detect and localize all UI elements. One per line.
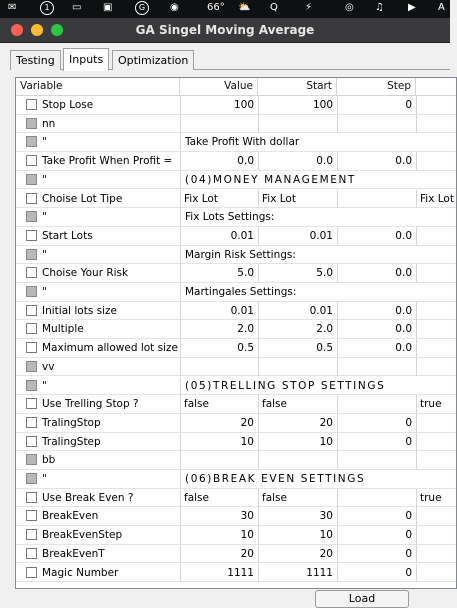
bolt-icon[interactable]: ⚡: [305, 2, 313, 13]
value-cell[interactable]: false: [180, 395, 258, 413]
start-cell[interactable]: 0.01: [258, 302, 337, 320]
table-row[interactable]: [16, 433, 456, 452]
start-cell[interactable]: 100: [258, 96, 337, 114]
column-divider: [180, 115, 181, 133]
step-cell[interactable]: 0: [337, 526, 416, 544]
step-cell[interactable]: 0: [337, 433, 416, 451]
column-header-value[interactable]: Value: [180, 78, 258, 95]
row-checkbox[interactable]: [26, 118, 37, 129]
column-divider: [258, 451, 259, 469]
variable-name: BreakEvenT: [42, 547, 105, 560]
variable-name: Choise Your Risk: [42, 267, 129, 280]
column-header-stop[interactable]: [416, 78, 456, 95]
start-cell[interactable]: 0.5: [258, 339, 337, 357]
tab-inputs[interactable]: Inputs: [63, 48, 109, 71]
table-row[interactable]: [16, 358, 456, 377]
start-cell[interactable]: 30: [258, 507, 337, 525]
row-checkbox[interactable]: [26, 155, 37, 166]
variable-name: ": [42, 211, 47, 224]
play-icon[interactable]: ▶: [408, 2, 416, 13]
column-divider: [180, 451, 181, 469]
value-cell[interactable]: 5.0: [180, 264, 258, 282]
stop-cell[interactable]: [416, 433, 456, 451]
step-cell[interactable]: 0: [337, 564, 416, 582]
value-cell[interactable]: 100: [180, 96, 258, 114]
step-cell[interactable]: 0: [337, 545, 416, 563]
row-checkbox[interactable]: [26, 136, 37, 147]
tab-optimization[interactable]: Optimization: [112, 50, 194, 70]
value-cell[interactable]: 0.5: [180, 339, 258, 357]
column-divider: [337, 358, 338, 376]
variable-name: Stop Lose: [42, 99, 94, 111]
dialog-body: [0, 43, 454, 600]
row-checkbox[interactable]: [26, 454, 37, 465]
step-cell[interactable]: 0.0: [337, 152, 416, 170]
row-checkbox[interactable]: [26, 267, 37, 278]
section-caption[interactable]: Take Profit With dollar: [180, 133, 456, 151]
table-row[interactable]: [16, 395, 456, 414]
system-menu-bar: [0, 0, 450, 18]
google-icon[interactable]: G: [135, 1, 149, 15]
table-row[interactable]: [16, 171, 456, 190]
value-cell[interactable]: 2.0: [180, 320, 258, 338]
monitor-icon[interactable]: ▭: [72, 2, 82, 13]
app-icon[interactable]: ▣: [103, 2, 113, 13]
value-cell[interactable]: false: [180, 489, 258, 507]
row-checkbox[interactable]: [26, 249, 37, 260]
variable-name: Magic Number: [42, 566, 119, 579]
table-row[interactable]: [16, 320, 456, 339]
row-checkbox[interactable]: [26, 361, 37, 372]
step-cell[interactable]: 0: [337, 414, 416, 432]
section-caption[interactable]: (04)MONEY MANAGEMENT: [180, 171, 456, 189]
variable-name: TralingStep: [42, 435, 101, 448]
table-row[interactable]: [16, 545, 456, 564]
stop-cell[interactable]: [416, 302, 456, 320]
variable-name: Use Break Even ?: [42, 491, 134, 504]
stop-cell[interactable]: true: [416, 489, 456, 507]
value-cell[interactable]: 20: [180, 545, 258, 563]
table-row[interactable]: [16, 377, 456, 396]
variable-name: ": [42, 286, 47, 298]
table-row[interactable]: [16, 339, 456, 358]
variable-name: ": [42, 379, 47, 392]
notification-badge-icon[interactable]: 1: [40, 1, 54, 15]
start-cell[interactable]: 2.0: [258, 320, 337, 338]
table-row[interactable]: [16, 564, 456, 583]
table-row[interactable]: [16, 227, 456, 246]
start-cell[interactable]: 20: [258, 545, 337, 563]
start-cell[interactable]: 5.0: [258, 264, 337, 282]
variable-name: bb: [42, 454, 56, 467]
value-cell[interactable]: 1111: [180, 564, 258, 582]
start-cell[interactable]: 0.01: [258, 227, 337, 245]
stop-cell[interactable]: [416, 264, 456, 282]
input-source-icon[interactable]: A: [438, 2, 445, 13]
weather-icon[interactable]: ⛅: [238, 2, 251, 13]
variable-name: Maximum allowed lot size: [42, 342, 178, 355]
value-cell[interactable]: 0.01: [180, 302, 258, 320]
stop-cell[interactable]: true: [416, 395, 456, 413]
start-cell[interactable]: 0.0: [258, 152, 337, 170]
variable-name: Multiple: [42, 323, 84, 336]
window-title: GA Singel Moving Average: [135, 23, 315, 37]
start-cell[interactable]: false: [258, 489, 337, 507]
variable-name: ": [42, 473, 47, 485]
table-row[interactable]: [16, 507, 456, 526]
weather-temperature[interactable]: 66°: [207, 2, 225, 13]
step-cell[interactable]: 0.0: [337, 227, 416, 245]
column-divider: [416, 358, 417, 376]
variable-name: Start Lots: [42, 229, 93, 242]
table-row[interactable]: [16, 208, 456, 227]
row-checkbox[interactable]: [26, 473, 37, 484]
row-checkbox[interactable]: [26, 286, 37, 297]
table-row[interactable]: [16, 264, 456, 283]
step-cell[interactable]: 0: [337, 507, 416, 525]
stop-cell[interactable]: [416, 564, 456, 582]
row-checkbox[interactable]: [26, 230, 37, 241]
variable-name: Choise Lot Tipe: [42, 192, 123, 205]
row-checkbox[interactable]: [26, 211, 37, 222]
row-checkbox[interactable]: [26, 323, 37, 334]
section-caption[interactable]: Fix Lots Settings:: [180, 208, 456, 226]
stop-cell[interactable]: [416, 320, 456, 338]
search-icon[interactable]: Q: [270, 2, 278, 13]
stop-cell[interactable]: [416, 152, 456, 170]
step-cell[interactable]: [337, 395, 416, 413]
row-checkbox[interactable]: [26, 398, 37, 409]
variable-name: BreakEvenStep: [42, 529, 123, 542]
value-cell[interactable]: 20: [180, 414, 258, 432]
stop-cell[interactable]: [416, 414, 456, 432]
stop-cell[interactable]: [416, 545, 456, 563]
row-checkbox[interactable]: [26, 380, 37, 391]
variable-name: Take Profit When Profit =: [42, 155, 173, 168]
stop-cell[interactable]: [416, 339, 456, 357]
table-row[interactable]: [16, 489, 456, 508]
column-header-step[interactable]: Step: [337, 78, 416, 95]
column-divider: [337, 115, 338, 133]
stop-cell[interactable]: Fix Lot: [416, 190, 456, 208]
variable-name: TralingStop: [42, 416, 101, 429]
table-row[interactable]: [16, 526, 456, 545]
table-row[interactable]: [16, 414, 456, 433]
row-checkbox[interactable]: [26, 436, 37, 447]
row-checkbox[interactable]: [26, 193, 37, 204]
value-cell[interactable]: 0.01: [180, 227, 258, 245]
stop-cell[interactable]: [416, 96, 456, 114]
row-checkbox[interactable]: [26, 529, 37, 540]
table-row[interactable]: [16, 451, 456, 470]
row-checkbox[interactable]: [26, 342, 37, 353]
section-caption[interactable]: Martingales Settings:: [180, 283, 456, 301]
variable-name: ": [42, 173, 47, 186]
stop-cell[interactable]: [416, 227, 456, 245]
table-row[interactable]: [16, 302, 456, 321]
ring-icon[interactable]: ◎: [345, 2, 354, 13]
inputs-table[interactable]: [15, 77, 457, 589]
row-checkbox[interactable]: [26, 510, 37, 521]
step-cell[interactable]: 0.0: [337, 302, 416, 320]
table-row[interactable]: [16, 246, 456, 265]
mail-icon[interactable]: ✉: [8, 2, 17, 13]
column-divider: [337, 451, 338, 469]
start-cell[interactable]: 20: [258, 414, 337, 432]
section-caption[interactable]: Margin Risk Settings:: [180, 246, 456, 264]
step-cell[interactable]: 0.0: [337, 339, 416, 357]
volume-icon[interactable]: ♫: [375, 2, 384, 13]
start-cell[interactable]: 10: [258, 433, 337, 451]
step-cell[interactable]: 0.0: [337, 264, 416, 282]
table-row[interactable]: [16, 283, 456, 302]
row-checkbox[interactable]: [26, 174, 37, 185]
step-cell[interactable]: [337, 190, 416, 208]
value-cell[interactable]: Fix Lot: [180, 190, 258, 208]
column-header-start[interactable]: Start: [258, 78, 337, 95]
row-checkbox[interactable]: [26, 99, 37, 110]
section-caption[interactable]: (05)TRELLING STOP SETTINGS: [180, 377, 456, 395]
variable-name: nn: [42, 117, 56, 130]
column-divider: [258, 358, 259, 376]
row-checkbox[interactable]: [26, 567, 37, 578]
variable-name: BreakEven: [42, 510, 99, 523]
table-row[interactable]: [16, 470, 456, 489]
stop-cell[interactable]: [416, 526, 456, 544]
table-row[interactable]: [16, 96, 456, 115]
step-cell[interactable]: 0.0: [337, 320, 416, 338]
table-header: [16, 78, 456, 96]
column-header-variable[interactable]: Variable: [16, 78, 180, 95]
row-checkbox[interactable]: [26, 417, 37, 428]
variable-name: vv: [42, 360, 55, 373]
start-cell[interactable]: Fix Lot: [258, 190, 337, 208]
window-title-bar[interactable]: [0, 18, 450, 43]
stop-cell[interactable]: [416, 507, 456, 525]
row-checkbox[interactable]: [26, 548, 37, 559]
start-cell[interactable]: false: [258, 395, 337, 413]
column-divider: [416, 115, 417, 133]
section-caption[interactable]: (06)BREAK EVEN SETTINGS: [180, 470, 456, 488]
column-divider: [258, 115, 259, 133]
table-row[interactable]: [16, 152, 456, 171]
tab-testing[interactable]: Testing: [10, 50, 61, 70]
value-cell[interactable]: 10: [180, 526, 258, 544]
row-checkbox[interactable]: [26, 305, 37, 316]
table-row[interactable]: [16, 115, 456, 134]
column-divider: [416, 451, 417, 469]
grammarly-icon[interactable]: ◉: [170, 2, 179, 13]
start-cell[interactable]: 1111: [258, 564, 337, 582]
value-cell[interactable]: 0.0: [180, 152, 258, 170]
variable-name: ": [42, 248, 47, 261]
table-row[interactable]: [16, 190, 456, 209]
start-cell[interactable]: 10: [258, 526, 337, 544]
row-checkbox[interactable]: [26, 492, 37, 503]
value-cell[interactable]: 10: [180, 433, 258, 451]
value-cell[interactable]: 30: [180, 507, 258, 525]
variable-name: ": [42, 136, 47, 149]
variable-name: Initial lots size: [42, 304, 118, 317]
step-cell[interactable]: 0: [337, 96, 416, 114]
load-button[interactable]: Load: [315, 590, 409, 608]
column-divider: [180, 358, 181, 376]
table-row[interactable]: [16, 133, 456, 152]
step-cell[interactable]: [337, 489, 416, 507]
variable-name: Use Trelling Stop ?: [42, 398, 139, 411]
